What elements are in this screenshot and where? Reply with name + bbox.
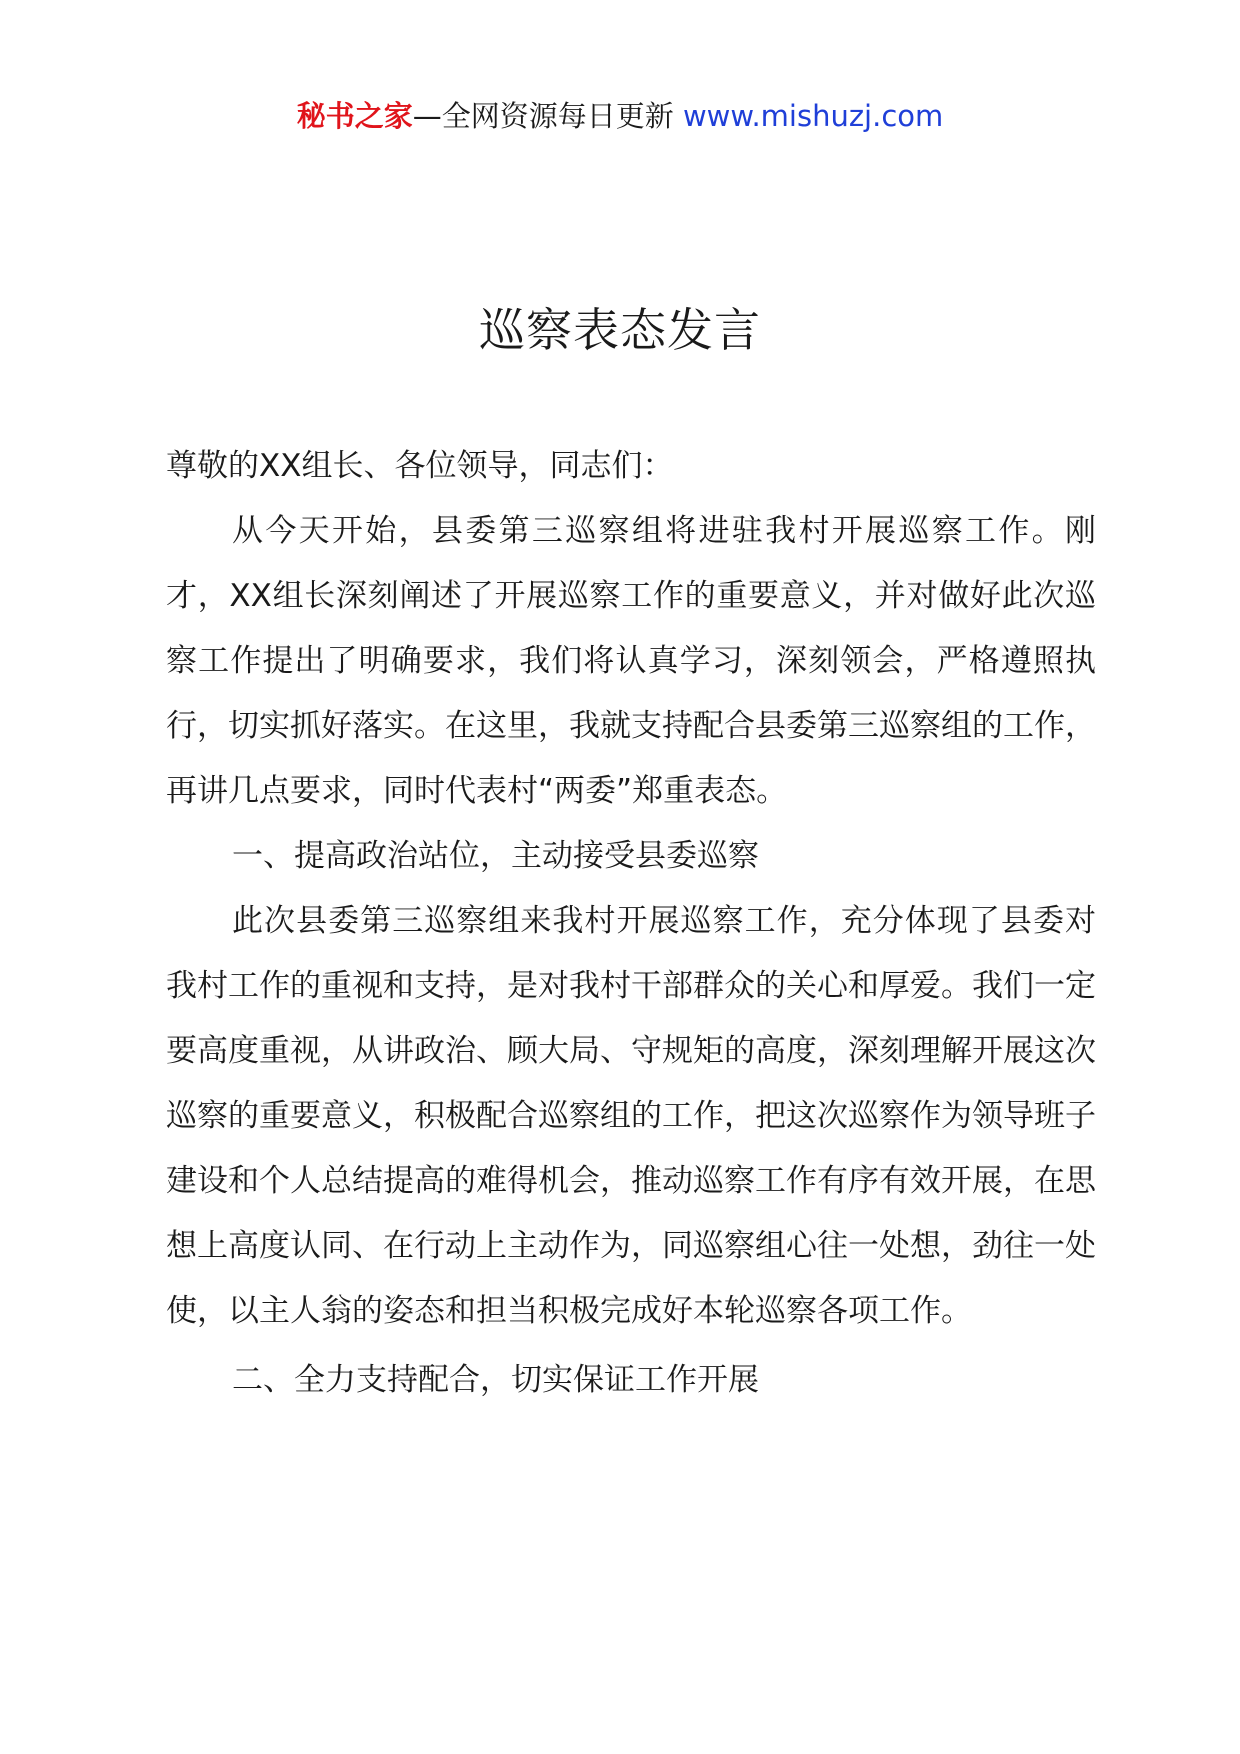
intro-paragraph: 从今天开始，县委第三巡察组将进驻我村开展巡察工作。刚才，XX组长深刻阐述了开展巡察工作的重要意义，并对做好此次巡察工作提出了明确要求，我们将认真学习，深刻领会，严格遵照执行，切实抓好落实。在这里，我就支持配合县委第三巡察组的工作，再讲几点要求，同时代表村“两委”郑重表态。 <box>166 513 1096 809</box>
brand-name: 秘书之家 <box>296 99 413 133</box>
site-header <box>0 96 1240 136</box>
document-title: 巡察表态发言 <box>479 303 761 357</box>
site-url[interactable]: www.mishuzj.com <box>682 99 944 133</box>
header-tagline: —全网资源每日更新 <box>412 99 683 133</box>
section-heading-2: 二、全力支持配合，切实保证工作开展 <box>232 1362 759 1398</box>
section-heading-1: 一、提高政治站位，主动接受县委巡察 <box>232 838 759 874</box>
document-body <box>166 434 1096 1413</box>
section-paragraph-1: 此次县委第三巡察组来我村开展巡察工作，充分体现了县委对我村工作的重视和支持，是对我村干部群众的关心和厚爱。我们一定要高度重视，从讲政治、顾大局、守规矩的高度，深刻理解开展这次巡察的重要意义，积极配合巡察组的工作，把这次巡察作为领导班子建设和个人总结提高的难得机会，推动巡察工作有序有效开展，在思想上高度认同、在行动上主动作为，同巡察组心往一处想，劲往一处使，以主人翁的姿态和担当积极完成好本轮巡察各项工作。 <box>166 903 1096 1329</box>
salutation: 尊敬的XX组长、各位领导，同志们： <box>166 448 674 484</box>
